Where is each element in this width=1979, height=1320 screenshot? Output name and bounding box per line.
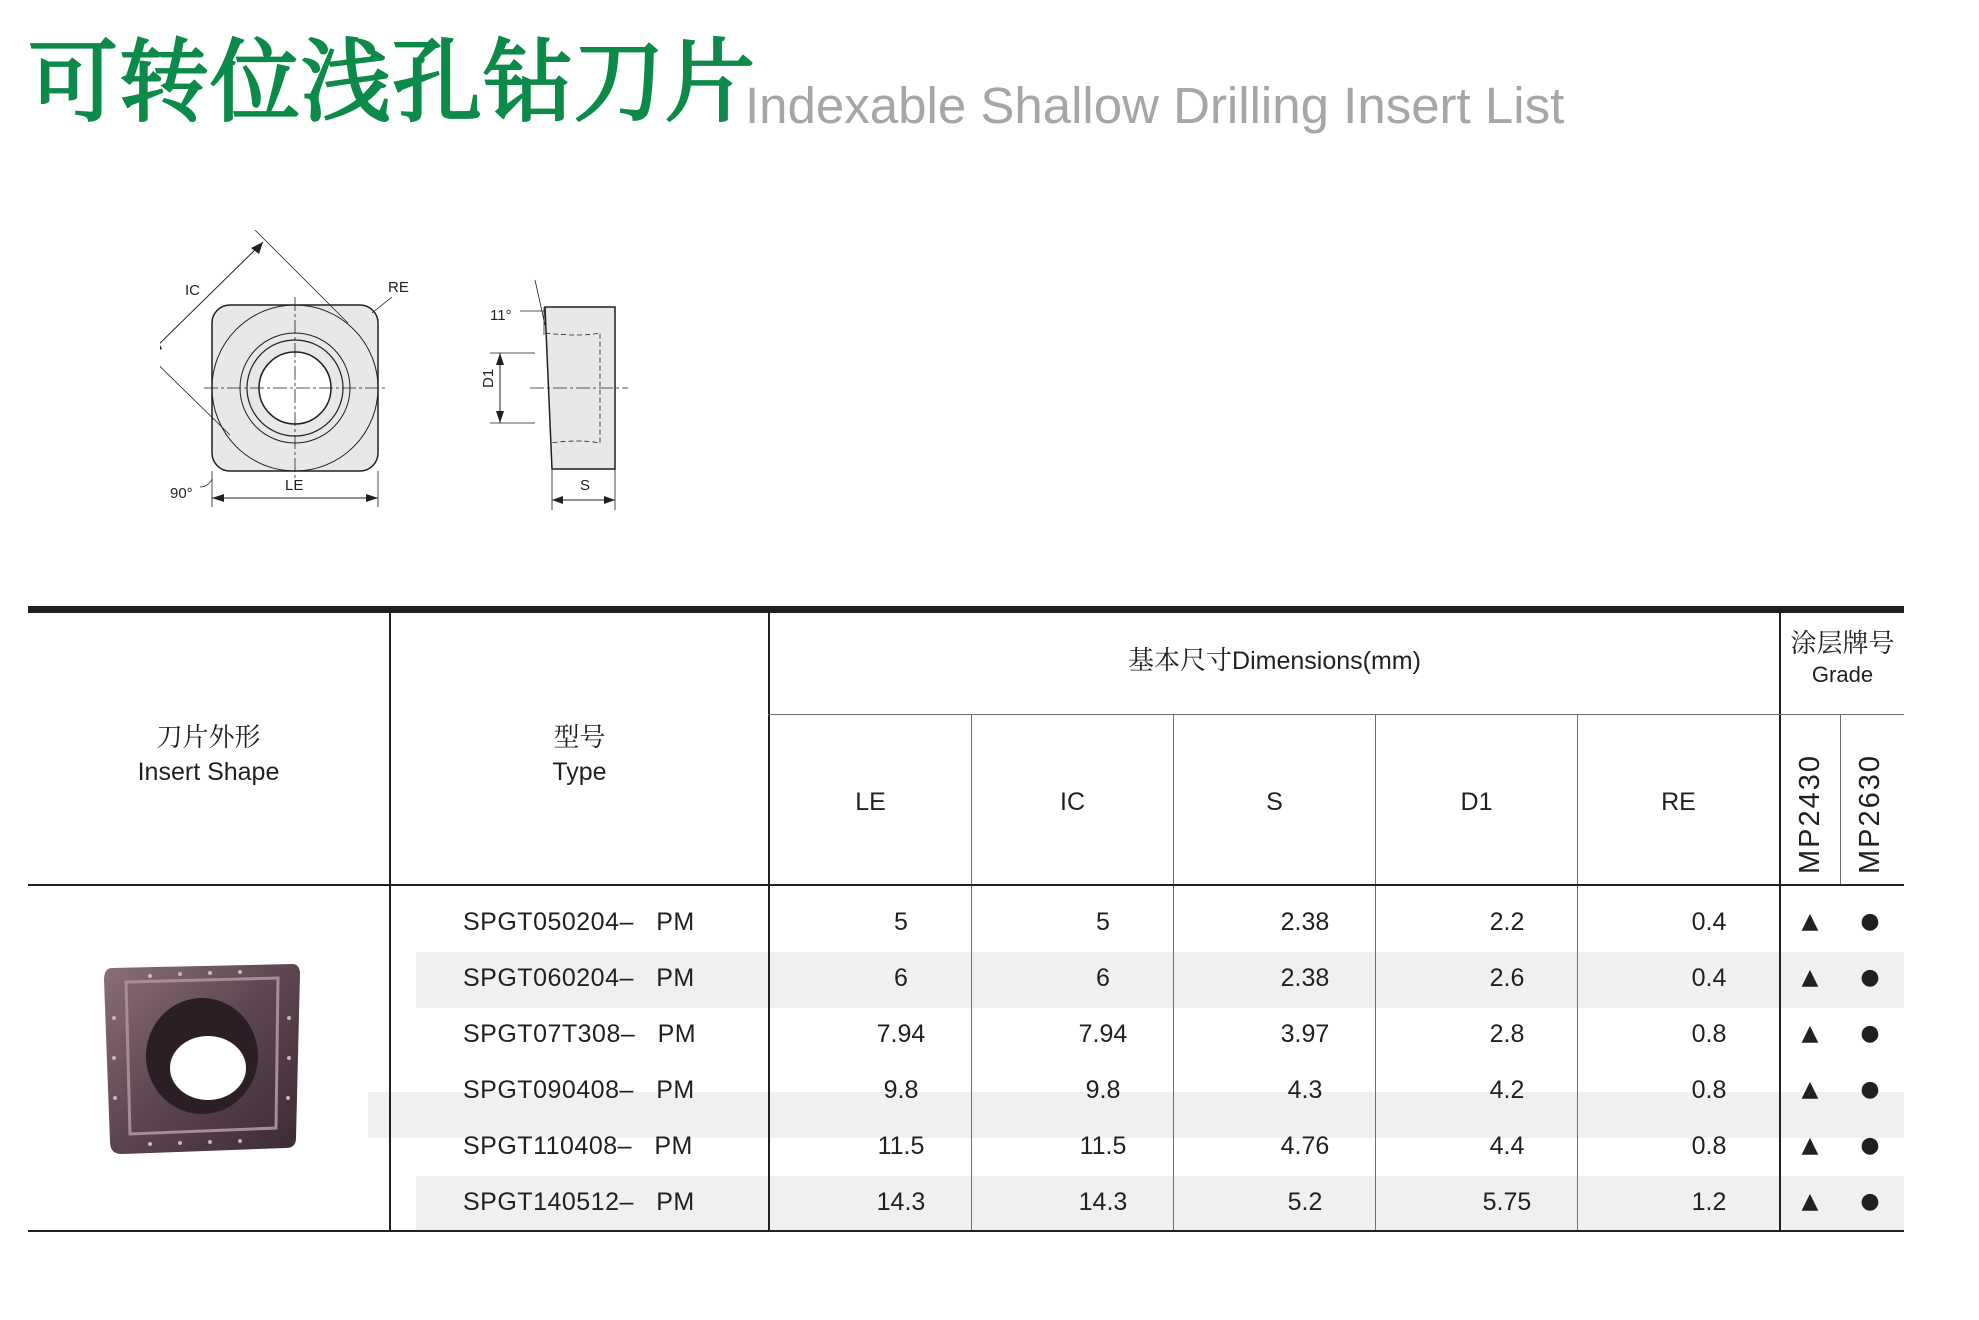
- grade-mp2630-marker: ●: [1860, 965, 1880, 990]
- header-type: [391, 721, 768, 790]
- grade-mp2630: MP2630: [1854, 753, 1886, 874]
- cell-d1: 4.2: [1489, 1076, 1525, 1104]
- divider: [768, 613, 770, 1232]
- page-title-en: Indexable Shallow Drilling Insert List: [745, 77, 1565, 134]
- cell-le: 11.5: [877, 1132, 925, 1160]
- grade-mp2430-marker: ▲: [1801, 965, 1819, 990]
- grade-mp2630-marker: ●: [1860, 1021, 1880, 1046]
- divider: [1779, 613, 1781, 1232]
- header-grade-cn: 涂层牌号: [1790, 629, 1895, 659]
- header-shape-en: Insert Shape: [137, 758, 280, 787]
- divider: [28, 884, 1904, 886]
- header-dims-cn: 基本尺寸: [1128, 646, 1233, 676]
- angle-90-label: 90°: [170, 485, 193, 502]
- header-dims-en: Dimensions(mm): [1232, 647, 1421, 675]
- cell-ic: 9.8: [1085, 1076, 1121, 1104]
- header-dimensions: [770, 644, 1779, 679]
- grade-mp2630-marker: ●: [1860, 909, 1880, 934]
- cell-ic: 7.94: [1078, 1020, 1128, 1048]
- cell-s: 4.76: [1280, 1132, 1330, 1160]
- cell-re: 1.2: [1691, 1188, 1727, 1216]
- cell-s: 4.3: [1287, 1076, 1323, 1104]
- cell-re: 0.4: [1691, 908, 1727, 936]
- cell-type: SPGT140512– PM: [463, 1188, 695, 1216]
- grade-mp2430-marker: ▲: [1801, 1021, 1819, 1046]
- cell-le: 9.8: [883, 1076, 919, 1104]
- cell-type: SPGT060204– PM: [463, 964, 695, 992]
- cell-d1: 2.6: [1489, 964, 1525, 992]
- cell-re: 0.8: [1691, 1020, 1727, 1048]
- cell-type: SPGT050204– PM: [463, 908, 695, 936]
- cell-ic: 5: [1096, 908, 1110, 936]
- table-top-border: [28, 606, 1904, 613]
- cell-le: 14.3: [876, 1188, 926, 1216]
- insert-photo: [100, 958, 305, 1158]
- angle-11-label: 11°: [490, 307, 512, 324]
- grade-mp2630-marker: ●: [1860, 1133, 1880, 1158]
- cell-type: SPGT07T308– PM: [463, 1020, 697, 1048]
- cell-le: 5: [894, 908, 908, 936]
- grade-mp2630-marker: ●: [1860, 1077, 1880, 1102]
- cell-s: 5.2: [1287, 1188, 1323, 1216]
- s-label: S: [580, 477, 591, 494]
- grade-mp2630-marker: ●: [1860, 1189, 1880, 1214]
- grade-mp2430-marker: ▲: [1801, 1133, 1819, 1158]
- header-type-cn: 型号: [553, 723, 606, 753]
- header-type-en: Type: [552, 758, 607, 787]
- col-ic: IC: [1060, 788, 1085, 816]
- le-label: LE: [285, 477, 304, 494]
- divider: [1840, 714, 1841, 884]
- d1-label: D1: [480, 368, 497, 388]
- cell-d1: 2.2: [1489, 908, 1525, 936]
- grade-mp2430: MP2430: [1794, 753, 1826, 874]
- divider: [389, 613, 391, 1232]
- cell-re: 0.8: [1691, 1076, 1727, 1104]
- cell-d1: 5.75: [1482, 1188, 1532, 1216]
- header-insert-shape: [28, 721, 389, 790]
- cell-re: 0.8: [1691, 1132, 1727, 1160]
- cell-d1: 2.8: [1489, 1020, 1525, 1048]
- cell-ic: 6: [1096, 964, 1110, 992]
- cell-le: 6: [894, 964, 908, 992]
- cell-le: 7.94: [876, 1020, 926, 1048]
- header-grade-en: Grade: [1811, 661, 1874, 687]
- cell-ic: 14.3: [1078, 1188, 1128, 1216]
- insert-table: [28, 606, 1904, 1232]
- cell-re: 0.4: [1691, 964, 1727, 992]
- cell-type: SPGT090408– PM: [463, 1076, 695, 1104]
- col-s: S: [1266, 788, 1283, 816]
- grade-mp2430-marker: ▲: [1801, 1077, 1819, 1102]
- ic-label: IC: [185, 282, 200, 299]
- page-title-cn: 可转位浅孔钻刀片: [28, 30, 756, 135]
- cell-type: SPGT110408– PM: [463, 1132, 693, 1160]
- cell-s: 3.97: [1280, 1020, 1330, 1048]
- col-d1: D1: [1460, 788, 1493, 816]
- cell-s: 2.38: [1280, 908, 1330, 936]
- divider: [768, 714, 1904, 715]
- grade-mp2430-marker: ▲: [1801, 1189, 1819, 1214]
- insert-drawing: [160, 225, 660, 519]
- cell-d1: 4.4: [1489, 1132, 1525, 1160]
- header-shape-cn: 刀片外形: [156, 723, 261, 753]
- col-le: LE: [855, 788, 886, 816]
- divider: [28, 1230, 1904, 1232]
- re-label: RE: [388, 279, 409, 296]
- grade-mp2430-marker: ▲: [1801, 909, 1819, 934]
- col-re: RE: [1661, 788, 1696, 816]
- cell-ic: 11.5: [1079, 1132, 1127, 1160]
- header-grade: [1781, 628, 1904, 688]
- cell-s: 2.38: [1280, 964, 1330, 992]
